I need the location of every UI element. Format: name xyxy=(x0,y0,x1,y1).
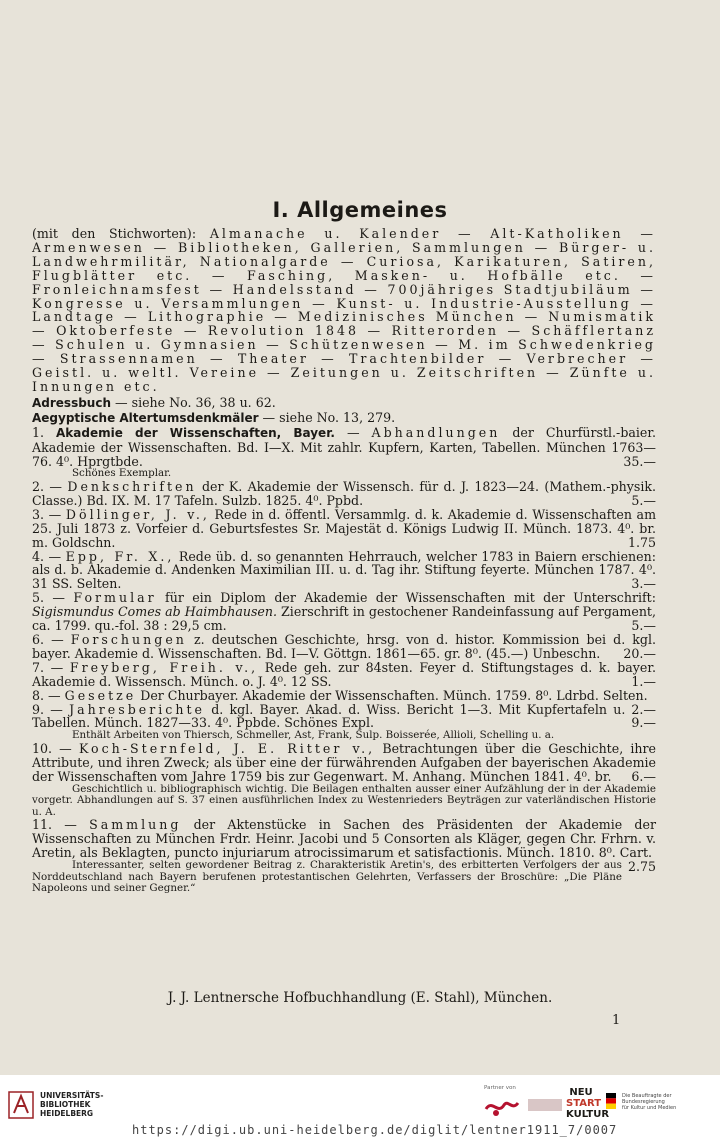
entry-number: 1. xyxy=(32,424,45,440)
entry-text: für ein Diplom der Akademie der Wissenschaften mit der Unterschrift: xyxy=(165,590,656,606)
catalog-entry xyxy=(32,550,656,592)
entry-text: Betrachtungen über die Geschichte, ihre Attribute, und ihren Zweck; als über eine der fürwährenden Aufgaben der bayerischen Akademie der Wissenschaften vom Jahre 1759 bis zur Gegenwart. M. Anhang. München 1841. 4⁰. br. xyxy=(32,740,656,784)
entry-price: 5.— xyxy=(631,492,656,508)
catalog-entry xyxy=(32,817,656,875)
entry-heading: Akademie der Wissenschaften, Bayer. xyxy=(56,425,335,440)
catalog-entry xyxy=(32,480,656,508)
entry-title: Freyberg, Freih. v., xyxy=(69,659,259,675)
intro-paragraph xyxy=(32,227,656,394)
entry-text: Rede in d. öffentl. Versammlg. d. k. Akademie d. Wissenschaften am 25. Juli 1873 z. Vorfeier d. Geburtsfestes Sr. Majestät d. Königs Ludwig II. Münch. 1873. 4⁰. br. m. Goldschn. xyxy=(32,506,657,550)
entry-price: 2.— xyxy=(631,701,656,717)
partner-logo-icon[interactable] xyxy=(484,1095,532,1119)
catalog-entry xyxy=(32,742,656,784)
entry-price: 2.75 xyxy=(627,859,656,875)
catalog-entry xyxy=(32,508,656,550)
entry-number: 8. — xyxy=(32,687,61,703)
entry-number: 11. — xyxy=(32,817,77,833)
catalog-entry xyxy=(32,591,656,633)
ref-entry xyxy=(32,411,656,426)
entry-number: 3. — xyxy=(32,506,62,522)
bkm-logo[interactable] xyxy=(606,1089,714,1119)
ref-head: Aegyptische Altertumsdenkmäler xyxy=(32,410,259,425)
entry-title: Jahresberichte xyxy=(69,701,205,717)
entry-text-2: Zierschrift in gestochener Randeinfassung auf Pergament, ca. 1799. qu.-fol. 38 : 29,5 cm. xyxy=(32,604,656,634)
university-name-line: UNIVERSITÄTS- xyxy=(40,1091,104,1100)
partner-label: Partner von xyxy=(484,1085,516,1091)
neustart-line: START xyxy=(566,1098,602,1109)
entry-title: Denkschriften xyxy=(67,479,197,494)
intro-keywords: Almanache u. Kalender — Alt-Katholiken — Armenwesen — Bibliotheken, Gallerien, Sammlungen — Bürger- u. Landwehrmilitär, Nationalgarde — Curiosa, Karikaturen, Satiren, Flugblätter etc. — Fasching, Masken- u. Hofbälle etc. — Fronleichnamsfest — Handelsstand — 700jähriges Stadtjubiläum — Kongresse u. Versammlungen — Kunst- u. Industrie-Ausstellung — Landtage — Lithographie — Medizinisches München — Numismatik — Oktoberfeste — Revolution 1848 — Ritterorden — Schäfflertanz — Schulen u. Gymnasien — Schützenwesen — M. im Schwedenkrieg — Strassennamen — Theater — Trachtenbilder — Verbrecher — Geistl. u. weltl. Vereine — Zeitungen u. Zeitschriften — Zünfte u. Innungen etc. xyxy=(32,226,656,394)
entry-text: der K. Akademie der Wissensch. für d. J. 1823—24. (Mathem.-physik. Classe.) Bd. IX. M. 17 Tafeln. Sulzb. 1825. 4⁰. Ppbd. xyxy=(32,479,656,508)
ref-text: — siehe No. 36, 38 u. 62. xyxy=(111,394,276,410)
neustart-kultur-logo[interactable] xyxy=(566,1087,610,1120)
entry-note: Schönes Exemplar. xyxy=(72,467,172,480)
entry-number: 5. — xyxy=(32,590,65,606)
entry-price: 3.— xyxy=(631,576,656,592)
entry-price: 20.— xyxy=(623,645,656,661)
entry-title: Forschungen xyxy=(70,631,187,647)
entry-price: 35.— xyxy=(623,453,656,469)
german-flag-icon xyxy=(606,1093,616,1109)
entry-text: z. deutschen Geschichte, hrsg. von d. histor. Kommission bei d. kgl. bayer. Akademie d. Wissenschaften. Bd. I—V. Göttgn. 1861—65. gr. 8⁰. (45.—) Unbeschn. xyxy=(32,631,656,661)
entry-number: 6. — xyxy=(32,631,64,647)
ref-head: Adressbuch xyxy=(32,395,112,410)
entry-title: Formular xyxy=(73,590,157,606)
entry-title: Gesetze xyxy=(64,687,137,703)
neustart-line: KULTUR xyxy=(566,1109,610,1120)
partner-wordmark-icon xyxy=(528,1099,562,1111)
entry-number: 4. — xyxy=(32,548,62,564)
catalog-entry: 1. Akademie der Wissenschaften, Bayer. — Abhandlungen der Churfürstl.-baier. Akademie der Wissenschaften. Bd. I—X. Mit zahlr. Kupfern, Karten, Tabellen. München 1763—76. 4⁰. Hprgtbde. 35.— xyxy=(32,424,657,469)
permalink-url[interactable]: https://digi.ub.uni-heidelberg.de/diglit/lentner1911_7/0007 xyxy=(132,1123,618,1137)
ref-text: — siehe No. 13, 279. xyxy=(258,409,396,425)
entry-title: Döllinger, J. v., xyxy=(65,506,210,522)
entry-italic: Sigismundus Comes ab Haimbhausen. xyxy=(32,604,278,620)
entry-price: 6.— xyxy=(631,768,656,784)
entry-number: 2. — xyxy=(32,479,62,494)
publisher-line: J. J. Lentnersche Hofbuchhandlung (E. Stahl), München. xyxy=(167,990,553,1006)
university-seal-icon[interactable] xyxy=(8,1091,34,1119)
university-name[interactable] xyxy=(40,1091,103,1118)
entry-number: 7. — xyxy=(32,659,64,675)
catalog-entry xyxy=(32,633,656,661)
catalog-entry xyxy=(32,661,656,689)
entry-title: Sammlung xyxy=(89,817,182,833)
catalog-body xyxy=(32,227,656,895)
entry-text: der Churfürstl.-baier. Akademie der Wissenschaften. Bd. I—X. Mit zahlr. Kupfern, Karten, Tabellen. München 1763—76. 4⁰. Hprgtbde. xyxy=(32,424,657,469)
bkm-text-line: für Kultur und Medien xyxy=(622,1105,677,1111)
entry-note: Geschichtlich u. bibliographisch wichtig. Die Beilagen enthalten ausser einer Aufzählung der in der Akademie vorgetr. Abhandlungen auf S. 37 einen ausführlichen Index zu Westenrieders Beyträgen zur vaterländischen Historie u. A. xyxy=(32,782,656,818)
entry-price: 9.— xyxy=(631,715,656,731)
intro-lead: (mit den Stichworten): xyxy=(32,226,197,241)
entry-text: d. kgl. Bayer. Akad. d. Wiss. Bericht 1—3. Mit Kupfertafeln u. Tabellen. Münch. 1827—33. 4⁰. Ppbde. Schönes Expl. xyxy=(32,701,626,731)
bkm-text-line: Die Beauftragte der Bundesregierung xyxy=(622,1093,672,1105)
entry-text: Rede üb. d. so genannten Hehrrauch, welcher 1783 in Baiern erschienen: als d. b. Akademie d. Andenken Maximilian III. u. d. Tag ihr. Stiftung feyerte. München 1787. 4⁰. 31 SS. Selten. xyxy=(32,548,656,592)
entry-number: 10. — xyxy=(32,740,72,756)
entry-title: Koch-Sternfeld, J. E. Ritter v., xyxy=(78,740,376,756)
entry-price: 5.— xyxy=(631,618,656,634)
catalog-entry xyxy=(32,703,656,731)
entry-text: Rede geh. zur 84sten. Feyer d. Stiftungstages d. k. bayer. Akademie d. Wissensch. Münch. o. J. 4⁰. 12 SS. xyxy=(32,659,656,689)
page-number: 1 xyxy=(612,1013,621,1028)
entry-price: 1.— xyxy=(631,673,656,689)
entry-price: 1.75 xyxy=(627,534,656,550)
entry-title: Epp, Fr. X., xyxy=(65,548,175,564)
neustart-line: NEU xyxy=(569,1087,593,1098)
entry-number: 9. — xyxy=(32,701,63,717)
university-name-line: HEIDELBERG xyxy=(40,1109,94,1118)
entry-text: Der Churbayer. Akademie der Wissenschaften. Münch. 1759. 8⁰. Ldrbd. Selten. xyxy=(140,687,648,703)
digitization-banner xyxy=(0,1075,720,1141)
ref-entry xyxy=(32,396,656,411)
entry-text: der Aktenstücke in Sachen des Präsidenten der Akademie der Wissenschaften zu München Frdr. Heinr. Jacobi und 5 Consorten als Kläger, gegen Chr. Frhrn. v. Aretin, als Beklagten, puncto injuriarum atrocissimarum et satisfactionis. Münch. 1810. 8⁰. Cart. xyxy=(32,817,656,861)
entry-title: Abhandlungen xyxy=(371,424,501,440)
entry-note: Enthält Arbeiten von Thiersch, Schmeller, Ast, Frank, Sulp. Boisserée, Allioli, Schelling u. a. xyxy=(72,729,555,742)
entry-note: Interessanter, selten gewordener Beitrag z. Charakteristik Aretin's, des erbitterten Verfolgers der aus Norddeutschland nach Bayern berufenen protestantischen Gelehrten, Verfassers der Broschüre: „Die Pläne Napoleons und seiner Gegner.“ xyxy=(32,859,622,895)
page-title: I. Allgemeines xyxy=(272,198,448,222)
university-name-line: BIBLIOTHEK xyxy=(40,1100,91,1109)
